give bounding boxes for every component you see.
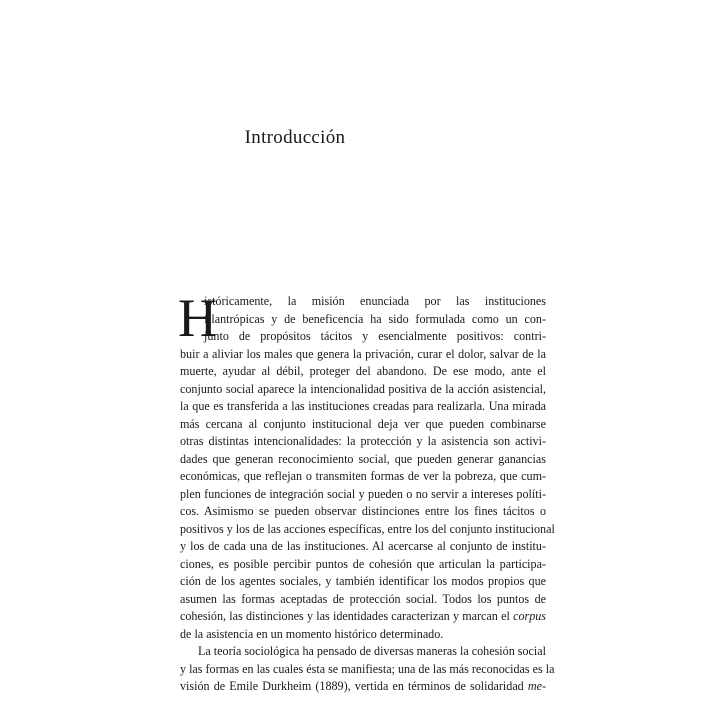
- text-line: La teoría sociológica ha pensado de diversas maneras la cohesión social: [198, 644, 546, 658]
- text-line: ciones, es posible percibir puntos de cohesión que articulan la participa-: [180, 556, 546, 571]
- text-fragment: visión de Emile Durkheim (1889), vertida en términos de solidaridad: [180, 679, 528, 693]
- text-fragment: cohesión, las distinciones y las identidades caracterizan y marcan el: [180, 609, 514, 623]
- chapter-title: Introducción: [244, 127, 346, 148]
- text-line: buir a aliviar los males que genera la privación, curar el dolor, salvar de la: [180, 346, 546, 361]
- drop-cap: H: [178, 288, 217, 348]
- text-line: istóricamente, la misión enunciada por las instituciones: [204, 294, 546, 308]
- body-text: [178, 288, 555, 696]
- text-line: la que es transferida a las instituciones creadas para realizarla. Una mirada: [180, 399, 546, 413]
- text-line: dades que generan reconocimiento social, que pueden generar ganancias: [180, 451, 546, 466]
- text-line: más cercana al conjunto institucional deja ver que pueden combinarse: [180, 416, 546, 431]
- text-line: [180, 678, 546, 696]
- paragraph-1: [178, 288, 555, 643]
- text-line: asumen las formas aceptadas de protección social. Todos los puntos de: [180, 591, 546, 606]
- text-line: y las formas en las cuales ésta se manifiesta; una de las más reconocidas es la: [180, 661, 555, 676]
- text-line: plen funciones de integración social y pueden o no servir a intereses políti-: [180, 486, 546, 501]
- paragraph-2: [180, 643, 555, 696]
- text-line: positivos y los de las acciones específicas, entre los del conjunto institucional: [180, 521, 555, 536]
- text-line: cos. Asimismo se pueden observar distinciones entre los fines tácitos o: [180, 504, 546, 518]
- text-line: muerte, ayudar al débil, proteger del abandono. De ese modo, ante el: [180, 364, 546, 378]
- text-line: conjunto social aparece la intencionalidad positiva de la acción asistencial,: [180, 381, 546, 396]
- text-line: filantrópicas y de beneficencia ha sido formulada como un con-: [204, 311, 546, 326]
- text-line: otras distintas intencionalidades: la protección y la asistencia son activi-: [180, 434, 546, 448]
- text-line: junto de propósitos tácitos y esencialmente positivos: contri-: [204, 329, 546, 343]
- text-line: y los de cada una de las instituciones. Al acercarse al conjunto de institu-: [180, 539, 546, 553]
- italic-word: me-: [527, 679, 546, 693]
- text-line: de la asistencia en un momento histórico determinado.: [180, 626, 444, 641]
- text-line: económicas, que reflejan o transmiten formas de ver la pobreza, que cum-: [180, 469, 546, 483]
- text-line: [180, 608, 546, 626]
- italic-word: corpus: [513, 609, 546, 623]
- text-line: ción de los agentes sociales, y también identificar los modos propios que: [180, 574, 546, 588]
